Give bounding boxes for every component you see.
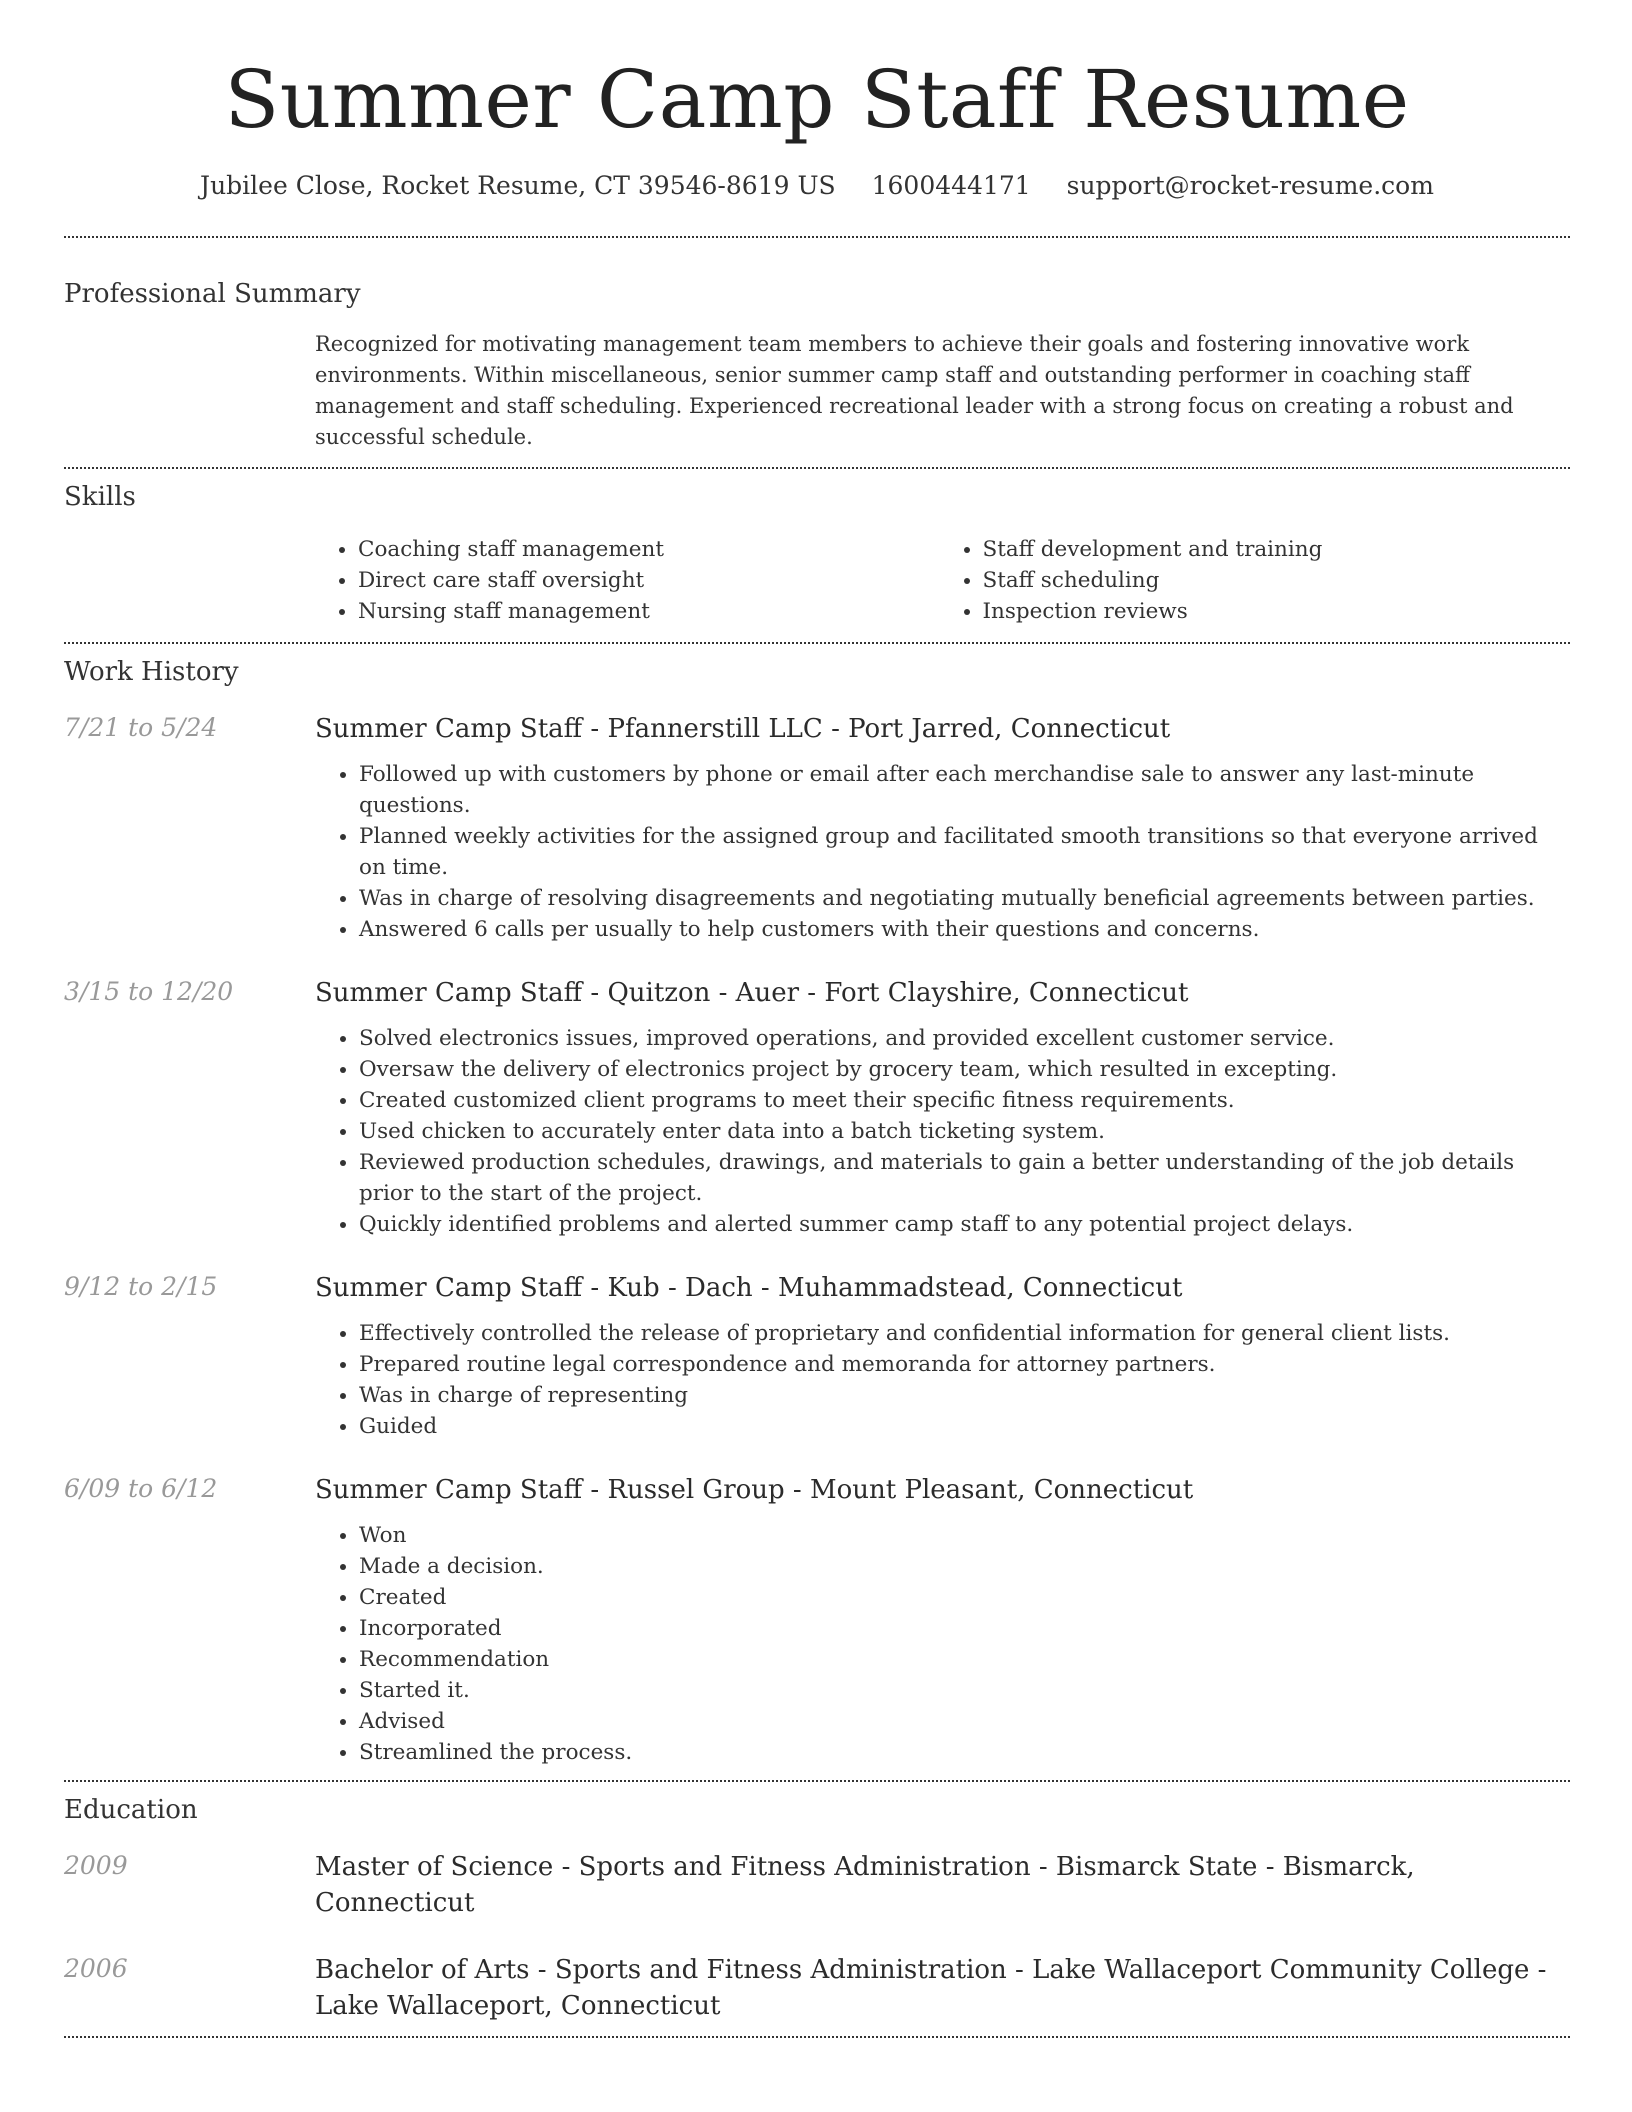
- education-entry: [64, 1849, 1570, 1921]
- job-bullet: • Planned weekly activities for the assigned group and facilitated smooth transitions so that everyone arrived on time.: [359, 821, 1570, 883]
- job-entry: [64, 1270, 1570, 1442]
- education-entry: [64, 1952, 1570, 2024]
- job-bullet: • Started it.: [359, 1675, 1570, 1706]
- education-year: 2009: [64, 1851, 128, 1880]
- job-bullet: • Reviewed production schedules, drawings, and materials to gain a better understanding of the job details prior to the start of the project.: [359, 1147, 1570, 1209]
- job-bullet: • Was in charge of resolving disagreements and negotiating mutually beneficial agreements between parties.: [359, 883, 1570, 914]
- resume-title: Summer Camp Staff Resume: [224, 53, 1410, 146]
- job-bullet: • Advised: [359, 1706, 1570, 1737]
- job-bullets: [315, 1520, 1570, 1768]
- job-bullet: • Won: [359, 1520, 1570, 1551]
- job-entry: [64, 1472, 1570, 1768]
- education-title: Master of Science - Sports and Fitness Administration - Bismarck State - Bismarck, Connecticut: [315, 1852, 1415, 1918]
- skill-item: • Coaching staff management: [358, 534, 943, 565]
- job-bullets: [315, 759, 1570, 945]
- job-dates: 9/12 to 2/15: [64, 1272, 218, 1301]
- work-history-heading: Work History: [64, 657, 239, 687]
- skill-item: • Inspection reviews: [983, 596, 1571, 627]
- job-bullet: • Effectively controlled the release of proprietary and confidential information for general client lists.: [359, 1318, 1570, 1349]
- job-bullet: • Quickly identified problems and alerted summer camp staff to any potential project delays.: [359, 1209, 1570, 1240]
- job-dates: 6/09 to 6/12: [64, 1474, 218, 1503]
- skills-column-left: [315, 534, 943, 627]
- skill-item: • Direct care staff oversight: [358, 565, 943, 596]
- contact-phone: 1600444171: [871, 171, 1031, 200]
- job-bullet: • Used chicken to accurately enter data into a batch ticketing system.: [359, 1116, 1570, 1147]
- job-entry: [64, 975, 1570, 1240]
- skills-column-right: [943, 534, 1571, 627]
- job-bullet: • Recommendation: [359, 1644, 1570, 1675]
- resume-page: [64, 0, 1570, 2038]
- job-bullet: • Streamlined the process.: [359, 1737, 1570, 1768]
- skills-section: [64, 469, 1570, 627]
- skill-item: • Staff scheduling: [983, 565, 1571, 596]
- summary-heading: Professional Summary: [64, 279, 361, 309]
- job-bullet: • Prepared routine legal correspondence and memoranda for attorney partners.: [359, 1349, 1570, 1380]
- skills-list: [315, 534, 1570, 627]
- job-title: Summer Camp Staff - Russel Group - Mount Pleasant, Connecticut: [315, 1475, 1194, 1505]
- job-bullets: [315, 1318, 1570, 1442]
- job-bullet: • Created: [359, 1582, 1570, 1613]
- job-bullet: • Guided: [359, 1411, 1570, 1442]
- contact-address: Jubilee Close, Rocket Resume, CT 39546-8619 US: [200, 171, 836, 200]
- work-history-section: [64, 644, 1570, 1768]
- summary-text: Recognized for motivating management team members to achieve their goals and fostering innovative work environments. Within miscellaneous, senior summer camp staff and outstanding performer in coaching staff management and staff scheduling. Experienced recreational leader with a strong focus on creating a robust and successful schedule.: [315, 332, 1514, 449]
- job-bullet: • Answered 6 calls per usually to help customers with their questions and concerns.: [359, 914, 1570, 945]
- contact-email: support@rocket-resume.com: [1066, 171, 1434, 200]
- job-bullet: • Incorporated: [359, 1613, 1570, 1644]
- job-title: Summer Camp Staff - Kub - Dach - Muhammadstead, Connecticut: [315, 1273, 1183, 1303]
- contact-line: [64, 170, 1570, 202]
- skill-item: • Staff development and training: [983, 534, 1571, 565]
- job-bullets: [315, 1023, 1570, 1240]
- job-bullet: • Followed up with customers by phone or email after each merchandise sale to answer any last-minute questions.: [359, 759, 1570, 821]
- skills-heading: Skills: [64, 482, 136, 512]
- skill-item: • Nursing staff management: [358, 596, 943, 627]
- job-entry: [64, 711, 1570, 945]
- job-dates: 7/21 to 5/24: [64, 713, 218, 742]
- education-heading: Education: [64, 1795, 198, 1825]
- job-bullet: • Solved electronics issues, improved operations, and provided excellent customer service.: [359, 1023, 1570, 1054]
- job-bullet: • Made a decision.: [359, 1551, 1570, 1582]
- job-bullet: • Created customized client programs to meet their specific fitness requirements.: [359, 1085, 1570, 1116]
- education-year: 2006: [64, 1954, 128, 1983]
- divider: [64, 2036, 1570, 2038]
- job-bullet: • Oversaw the delivery of electronics project by grocery team, which resulted in excepting.: [359, 1054, 1570, 1085]
- education-title: Bachelor of Arts - Sports and Fitness Administration - Lake Wallaceport Community College - Lake Wallaceport, Connecticut: [315, 1955, 1547, 2021]
- job-dates: 3/15 to 12/20: [64, 977, 234, 1006]
- job-bullet: • Was in charge of representing: [359, 1380, 1570, 1411]
- job-title: Summer Camp Staff - Quitzon - Auer - Fort Clayshire, Connecticut: [315, 978, 1189, 1008]
- summary-section: [64, 238, 1570, 453]
- education-section: [64, 1782, 1570, 2024]
- job-title: Summer Camp Staff - Pfannerstill LLC - Port Jarred, Connecticut: [315, 714, 1171, 744]
